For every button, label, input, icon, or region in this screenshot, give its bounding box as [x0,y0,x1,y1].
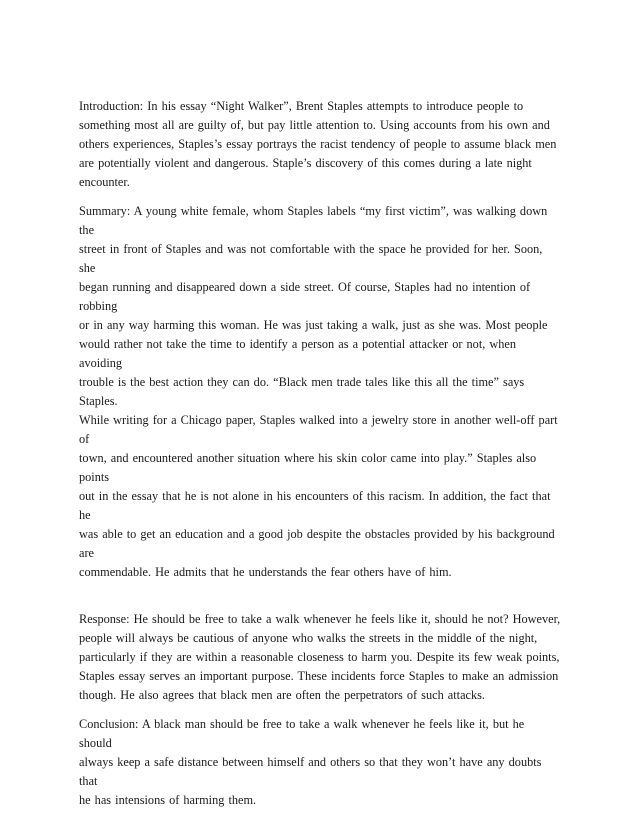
document-body [79,97,561,810]
summary-paragraph: Summary: A young white female, whom Staples labels “my first victim”, was walking down the street in front of Staples and was not comfortable with the space he provided for her. Soon, she began running and disappeared down a side street. Of course, Staples had no intention of robbing or in any way harming this woman. He was just taking a walk, just as she was. Most people would rather not take the time to identify a person as a potential attacker or not, when avoiding trouble is the best action they can do. “Black men trade tales like this all the time” says Staples. While writing for a Chicago paper, Staples walked into a jewelry store in another well-off part of town, and encountered another situation where his skin color came into play.” Staples also points out in the essay that he is not alone in his encounters of this racism. In addition, the fact that he was able to get an education and a good job despite the obstacles provided by his background are commendable. He admits that he understands the fear others have of him. [79,204,558,579]
response-paragraph: Response: He should be free to take a walk whenever he feels like it, should he not? However, people will always be cautious of anyone who walks the streets in the middle of the night, particularly if they are within a reasonable closeness to harm you. Despite its few weak points, Staples essay serves an important purpose. These incidents force Staples to make an admission though. He also agrees that black men are often the perpetrators of such attacks. [79,612,561,702]
introduction-paragraph: Introduction: In his essay “Night Walker”, Brent Staples attempts to introduce people to something most all are guilty of, but pay little attention to. Using accounts from his own and others experiences, Staples’s essay portrays the racist tendency of people to assume black men are potentially violent and dangerous. Staple’s discovery of this comes during a late night encounter. [79,99,557,189]
paragraph-spacer [79,192,561,202]
paragraph-spacer [79,705,561,715]
conclusion-paragraph: Conclusion: A black man should be free to take a walk whenever he feels like it, but he should always keep a safe distance between himself and others so that they won’t have any doubts that he has intensions of harming them. [79,717,542,807]
section-spacer [79,582,561,610]
